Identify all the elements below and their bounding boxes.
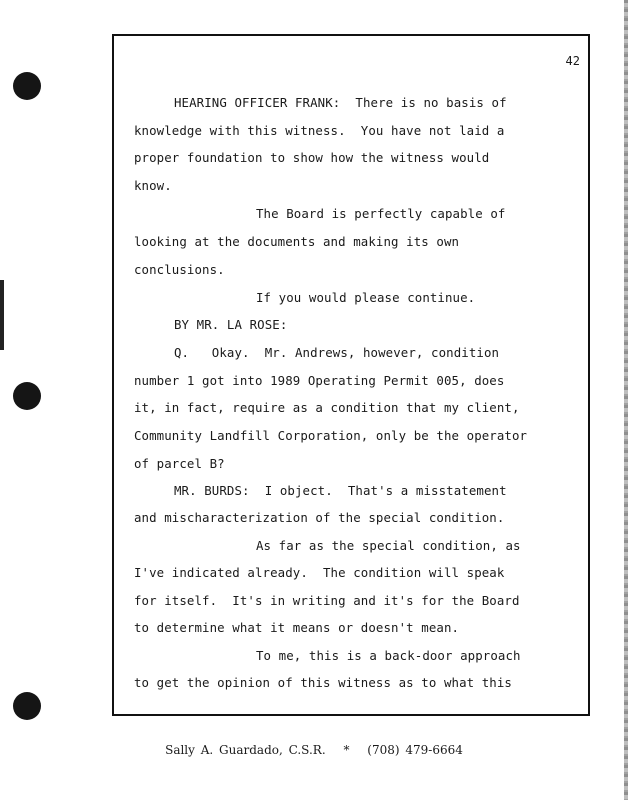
transcript-line: to get the opinion of this witness as to what this <box>134 675 512 690</box>
transcript-line: know. <box>134 178 172 193</box>
transcript-line: Community Landfill Corporation, only be the operator <box>134 428 528 443</box>
binder-hole-middle <box>13 382 41 410</box>
transcript-line: Q. Okay. Mr. Andrews, however, condition <box>174 345 500 360</box>
transcript-line: it, in fact, require as a condition that my client, <box>134 400 520 415</box>
transcript-line: As far as the special condition, as <box>256 538 521 553</box>
binder-hole-bottom <box>13 692 41 720</box>
transcript-line: conclusions. <box>134 262 225 277</box>
reporter-name: Sally A. Guardado, C.S.R. <box>165 743 326 757</box>
scan-margin-mark <box>0 280 4 350</box>
binder-hole-top <box>13 72 41 100</box>
footer-separator: * <box>343 743 350 757</box>
transcript-line: knowledge with this witness. You have not laid a <box>134 123 505 138</box>
transcript-line: for itself. It's in writing and it's for the Board <box>134 593 520 608</box>
transcript-line: of parcel B? <box>134 456 225 471</box>
transcript-line: BY MR. LA ROSE: <box>174 317 288 332</box>
page-number: 42 <box>565 54 580 68</box>
transcript-line: and mischaracterization of the special condition. <box>134 510 505 525</box>
transcript-line: HEARING OFFICER FRANK: There is no basis of <box>174 95 507 110</box>
reporter-phone: (708) 479-6664 <box>367 743 463 757</box>
transcript-line: To me, this is a back-door approach <box>256 648 521 663</box>
transcript-line: to determine what it means or doesn't mean. <box>134 620 460 635</box>
scan-edge-artifact <box>624 0 628 800</box>
transcript-line: If you would please continue. <box>256 290 476 305</box>
transcript-line: The Board is perfectly capable of <box>256 206 506 221</box>
transcript-line: proper foundation to show how the witness would <box>134 150 490 165</box>
transcript-line: looking at the documents and making its own <box>134 234 460 249</box>
transcript-line: MR. BURDS: I object. That's a misstatement <box>174 483 507 498</box>
transcript-line: number 1 got into 1989 Operating Permit 005, does <box>134 373 505 388</box>
court-reporter-footer <box>0 743 628 757</box>
transcript-line: I've indicated already. The condition will speak <box>134 565 505 580</box>
